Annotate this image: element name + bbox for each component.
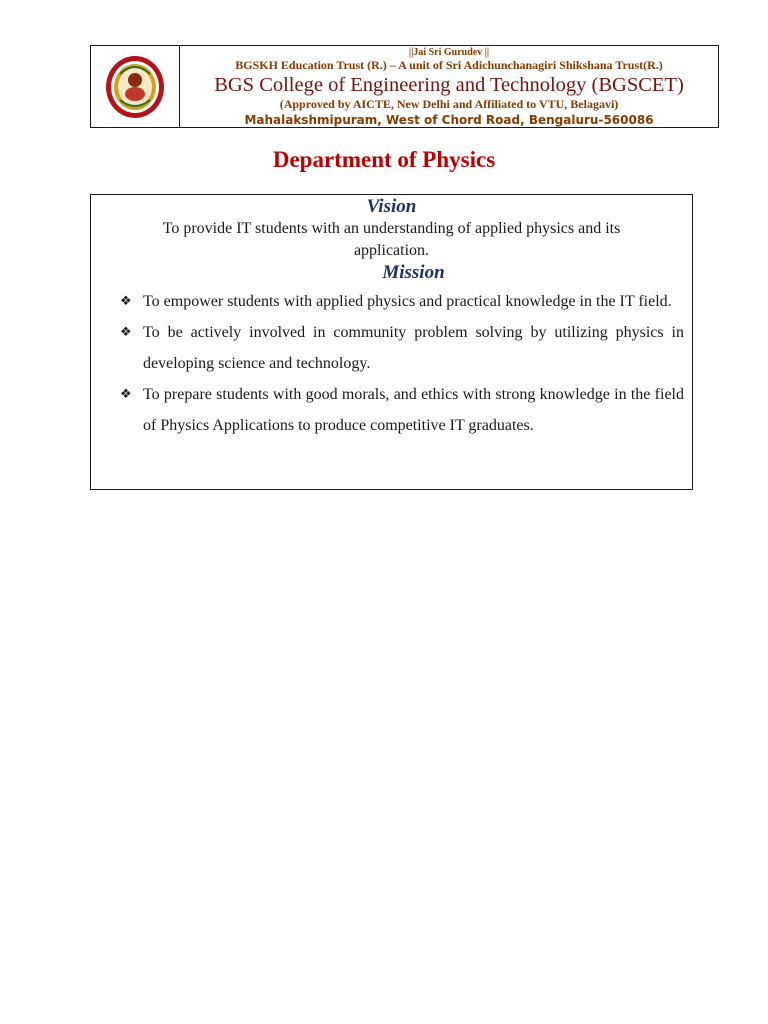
mission-item <box>120 317 684 379</box>
trust-line: BGSKH Education Trust (R.) – A unit of Sri Adichunchanagiri Shikshana Trust(R.) <box>235 58 663 72</box>
mission-item-text: To prepare students with good morals, and ethics with strong knowledge in the field of Physics Applications to produce competitive IT graduates. <box>143 386 684 434</box>
college-name: BGS College of Engineering and Technology (BGSCET) <box>214 74 684 96</box>
vision-text: To provide IT students with an understanding of applied physics and its application. <box>162 220 621 259</box>
vision-mission-box <box>90 194 693 490</box>
department-title: Department of Physics <box>272 147 496 172</box>
address-line: Mahalakshmipuram, West of Chord Road, Bengaluru-560086 <box>244 113 654 127</box>
diamond-bullet-icon: ❖ <box>120 387 132 402</box>
mission-item-text: To empower students with applied physics and practical knowledge in the IT field. <box>143 293 672 310</box>
vision-heading: Vision <box>366 196 417 217</box>
mission-item <box>120 286 684 317</box>
approval-line: (Approved by AICTE, New Delhi and Affiliated to VTU, Belagavi) <box>279 97 619 111</box>
mission-heading: Mission <box>382 262 445 283</box>
letterhead <box>90 45 719 128</box>
logo-cell <box>91 46 180 127</box>
mission-item-text: To be actively involved in community problem solving by utilizing physics in developing science and technology. <box>143 324 684 372</box>
mission-item <box>120 379 684 441</box>
letterhead-text <box>180 46 718 127</box>
blessing-line: ||Jai Sri Gurudev || <box>408 47 490 58</box>
college-seal-icon <box>104 54 166 120</box>
diamond-bullet-icon: ❖ <box>120 294 132 309</box>
mission-list <box>91 286 692 441</box>
diamond-bullet-icon: ❖ <box>120 325 132 340</box>
